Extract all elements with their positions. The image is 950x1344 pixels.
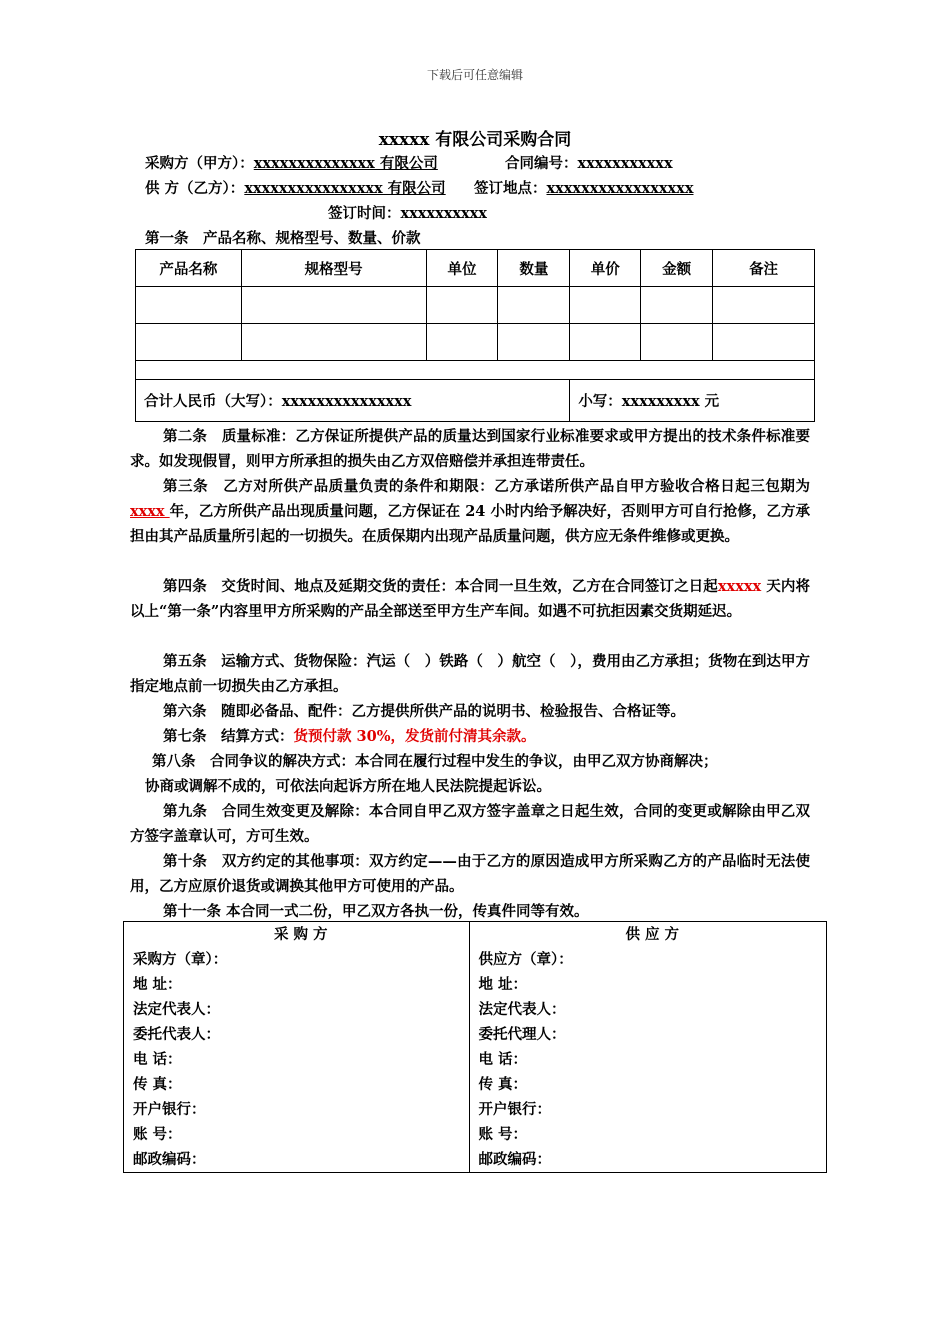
contract-title: xxxxx 有限公司采购合同	[378, 130, 572, 150]
article-4-part1: 第四条 交货时间、地点及延期交货的责任：本合同一旦生效，乙方在合同签订之日起	[163, 578, 718, 595]
sign-place-line	[474, 177, 693, 198]
article-6: 第六条 随即必备品、配件：乙方提供所供产品的说明书、检验报告、合格证等。	[163, 703, 685, 720]
col-quantity: 数量	[498, 250, 570, 287]
table-row	[136, 324, 815, 361]
article-8-line2: 协商或调解不成的，可依法向起诉方所在地人民法院提起诉讼。	[145, 778, 551, 795]
sign-place-label: 签订地点：	[474, 180, 547, 197]
buyer-bank: 开户银行：	[133, 1101, 206, 1118]
buyer-agent: 委托代表人：	[133, 1026, 220, 1043]
table-row	[136, 287, 815, 324]
buyer-account: 账 号：	[133, 1126, 182, 1143]
supplier-postcode: 邮政编码：	[478, 1151, 551, 1168]
buyer-postcode: 邮政编码：	[133, 1151, 206, 1168]
article-5: 第五条 运输方式、货物保险：汽运（ ）铁路（ ）航空（ ），费用由乙方承担；货物在到达甲方指定地点前一切损失由乙方承担。	[130, 653, 810, 695]
article-1: 第一条 产品名称、规格型号、数量、价款	[145, 230, 421, 247]
article-2: 第二条 质量标准：乙方保证所提供产品的质量达到国家行业标准要求或甲方提出的技术条件标准要求。如发现假冒，则甲方所承担的损失由乙方双倍赔偿并承担连带责任。	[130, 428, 810, 470]
col-product-name: 产品名称	[136, 250, 242, 287]
buyer-address: 地 址：	[133, 976, 182, 993]
supplier-phone: 电 话：	[478, 1051, 528, 1068]
product-table	[135, 249, 815, 422]
buyer-value: xxxxxxxxxxxxxx 有限公司	[253, 155, 438, 172]
article-4-part2: 天内将以上“第一条”内容里甲方所采购的产品全部送至甲方生产车间。如遇不可抗拒因素交货期延迟。	[130, 578, 810, 620]
buyer-fax: 传 真：	[133, 1076, 182, 1093]
contract-no-value: xxxxxxxxxxx	[577, 155, 673, 172]
sign-time-value: xxxxxxxxxx	[400, 205, 487, 222]
article-3	[130, 474, 810, 549]
payment-terms: 货预付款 30%，发货前付清其余款。	[293, 728, 536, 745]
supplier-bank: 开户银行：	[478, 1101, 551, 1118]
supplier-signature-title: 供 应 方	[625, 926, 680, 943]
supplier-seal: 供应方（章）：	[478, 951, 573, 968]
buyer-label: 采购方（甲方）：	[145, 155, 254, 172]
col-spec-model: 规格型号	[241, 250, 426, 287]
col-remark: 备注	[713, 250, 815, 287]
sign-place-value: xxxxxxxxxxxxxxxxx	[546, 180, 694, 197]
contract-no-label: 合同编号：	[505, 155, 578, 172]
sign-time-line	[328, 202, 487, 223]
article-10: 第十条 双方约定的其他事项：双方约定——由于乙方的原因造成甲方所采购乙方的产品临时无法使用，乙方应原价退货或调换其他甲方可使用的产品。	[130, 853, 810, 895]
article-11: 第十一条 本合同一式二份，甲乙双方各执一份，传真件同等有效。	[163, 903, 589, 920]
table-spacer-row	[136, 361, 815, 380]
warranty-years: xxxx	[130, 503, 170, 520]
total-lower: 小写：xxxxxxxxx 元	[570, 380, 815, 422]
supplier-signature-block	[469, 922, 827, 1173]
article-3-part1: 第三条 乙方对所供产品质量负责的条件和期限：乙方承诺所供产品自甲方验收合格日起三包期为	[163, 478, 810, 495]
supplier-line	[145, 177, 446, 198]
delivery-days: xxxxx	[717, 578, 762, 595]
supplier-agent: 委托代理人：	[478, 1026, 566, 1043]
col-unit: 单位	[426, 250, 498, 287]
buyer-seal: 采购方（章）：	[133, 951, 228, 968]
col-unit-price: 单价	[570, 250, 641, 287]
contract-no-line	[505, 152, 673, 173]
article-3-part2: 年，乙方所供产品出现质量问题，乙方保证在 24 小时内给予解决好，否则甲方可自行抢修，乙方承担由其产品质量所引起的一切损失。在质保期内出现产品质量问题，供方应无条件维修或更换。	[130, 503, 810, 545]
total-upper: 合计人民币（大写）：xxxxxxxxxxxxxxx	[136, 380, 570, 422]
supplier-address: 地 址：	[478, 976, 528, 993]
supplier-account: 账 号：	[478, 1126, 528, 1143]
buyer-legal-rep: 法定代表人：	[133, 1001, 220, 1018]
article-7-label: 第七条 结算方式：	[163, 728, 294, 745]
supplier-label: 供 方（乙方）：	[145, 180, 245, 197]
article-7	[130, 724, 810, 749]
supplier-fax: 传 真：	[478, 1076, 528, 1093]
buyer-signature-title: 采 购 方	[273, 926, 328, 943]
article-4	[130, 574, 810, 624]
article-8-line1: 第八条 合同争议的解决方式：本合同在履行过程中发生的争议，由甲乙双方协商解决；	[152, 753, 718, 770]
signature-table	[123, 921, 827, 1173]
article-9: 第九条 合同生效变更及解除：本合同自甲乙双方签字盖章之日起生效，合同的变更或解除由甲乙双方签字盖章认可，方可生效。	[130, 803, 810, 845]
buyer-signature-block	[124, 922, 470, 1173]
supplier-legal-rep: 法定代表人：	[478, 1001, 566, 1018]
col-amount: 金额	[641, 250, 713, 287]
table-total-row	[136, 380, 815, 422]
buyer-line	[145, 152, 438, 173]
header-note: 下载后可任意编辑	[426, 68, 523, 82]
buyer-phone: 电 话：	[133, 1051, 182, 1068]
product-table-header	[136, 250, 815, 287]
sign-time-label: 签订时间：	[328, 205, 401, 222]
supplier-value: xxxxxxxxxxxxxxxx 有限公司	[244, 180, 446, 197]
